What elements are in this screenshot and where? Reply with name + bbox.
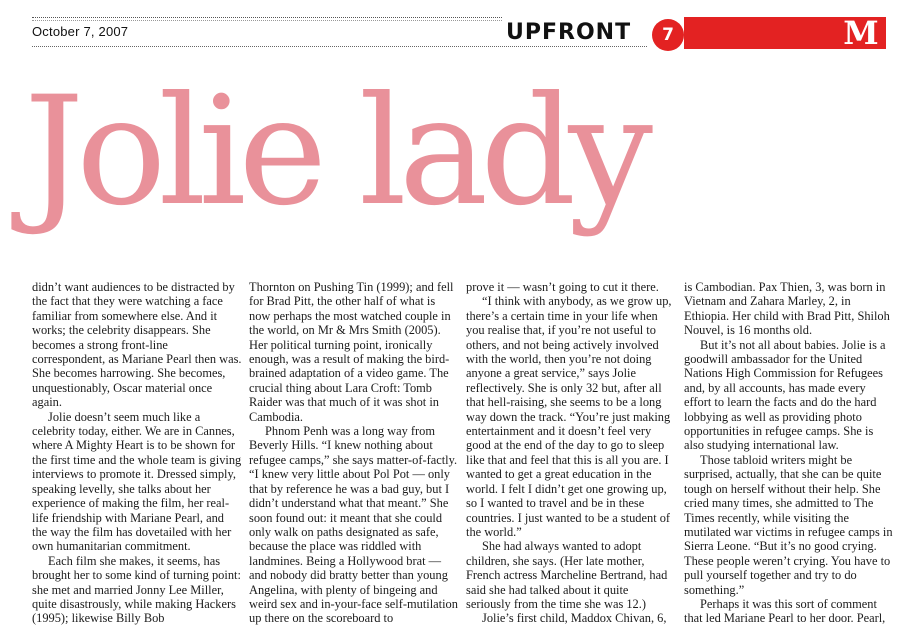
paragraph: prove it — wasn’t going to cut it there. [466, 280, 659, 294]
paragraph: Each film she makes, it seems, has brought her to some kind of turning point: she met and married Jonny Lee Miller, quite disastrously, while making Hackers (1995); likewise Billy Bob [32, 553, 241, 626]
issue-date: October 7, 2007 [32, 24, 129, 39]
article-column-4 [684, 280, 894, 626]
paragraph: Phnom Penh was a long way from Beverly Hills. “I knew nothing about refugee camps,” she says matter-of-factly. “I knew very little about Pol Pot — only that by reference he was a bad guy, but I didn’t understand what that meant.” She soon found out: it meant that she could only walk on paths designated as safe, because the place was riddled with landmines. Being a Hollywood brat — and nobody did bratty better than young Angelina, with plenty of bingeing and weird sex and in-your-face self-mutilation up there on the scoreboard to [249, 424, 458, 626]
paragraph: Perhaps it was this sort of comment that led Mariane Pearl to her door. Pearl, [684, 596, 886, 626]
header-rule-secondary [32, 20, 502, 21]
article-column-3 [466, 280, 676, 626]
paragraph: is Cambodian. Pax Thien, 3, was born in Vietnam and Zahara Marley, 2, in Ethiopia. Her child with Brad Pitt, Shiloh Nouvel, is 16 months old. [684, 280, 890, 338]
paragraph: “I think with anybody, as we grow up, there’s a certain time in your life when you realise that, if you’re not useful to others, and not being actively involved with the world, then you’re not doing anyone a great service,” says Jolie reflectively. She is only 32 but, after all that hell-raising, she seems to be a long way down the track. “You’re just making entertainment and it doesn’t feel very good at the end of the day to go to sleep like that and feel that this is all you are. I wanted to get a great education in the world. I felt I didn’t get one growing up, so I wanted to travel and be in these countries. I just wanted to be a student of the world.” [466, 294, 672, 539]
paragraph: didn’t want audiences to be distracted by the fact that they were watching a face familiar from somewhere else. And it works; the celebrity disappears. She becomes a strong front-line correspondent, as Mariane Pearl then was. She becomes harrowing. She becomes, unquestionably, Oscar material once again. [32, 280, 242, 410]
paragraph: She had always wanted to adopt children, she says. (Her late mother, French actress Marcheline Bertrand, had said she had talked about it quite seriously from the time she was 12.) [466, 539, 668, 611]
section-title: UPFRONT [506, 20, 632, 45]
article-column-2 [249, 280, 459, 626]
header-bottom-rule [32, 46, 647, 47]
article-headline: Jolie lady [24, 65, 646, 239]
header-rule [32, 17, 502, 18]
paragraph: Jolie doesn’t seem much like a celebrity today, either. We are in Cannes, where A Mighty Heart is to be shown for the first time and the whole team is giving interviews to promote it. Dressed simply, speaking levelly, she talks about her experience of making the film, her real-life friendship with Mariane Pearl, and the way the film has dovetailed with her own humanitarian commitment. [32, 409, 242, 554]
article-column-1 [32, 280, 242, 626]
page-number-badge: 7 [652, 19, 684, 51]
paragraph: Jolie’s first child, Maddox Chivan, 6, [482, 611, 667, 626]
page-header [0, 0, 900, 60]
paragraph: But it’s not all about babies. Jolie is a goodwill ambassador for the United Nations High Commission for Refugees and, by all accounts, has made every effort to learn the facts and do the hard lobbying as well as providing photo opportunities in refugee camps. She is also studying international law. [684, 337, 886, 453]
magazine-logo: M [843, 14, 879, 52]
paragraph: Those tabloid writers might be surprised, actually, that she can be quite tough on herself without their help. She cried many times, she admitted to The Times recently, while visiting the mutilated war victims in refugee camps in Sierra Leone. “But it’s no good crying. These people weren’t crying. You have to pull yourself together and try to do something.” [684, 452, 893, 597]
paragraph: Thornton on Pushing Tin (1999); and fell for Brad Pitt, the other half of what is now perhaps the most watched couple in the world, on Mr & Mrs Smith (2005). Her political turning point, ironically enough, was a result of making the bird-brained adaptation of a video game. The crucial thing about Lara Croft: Tomb Raider was that much of it was shot in Cambodia. [249, 280, 454, 424]
